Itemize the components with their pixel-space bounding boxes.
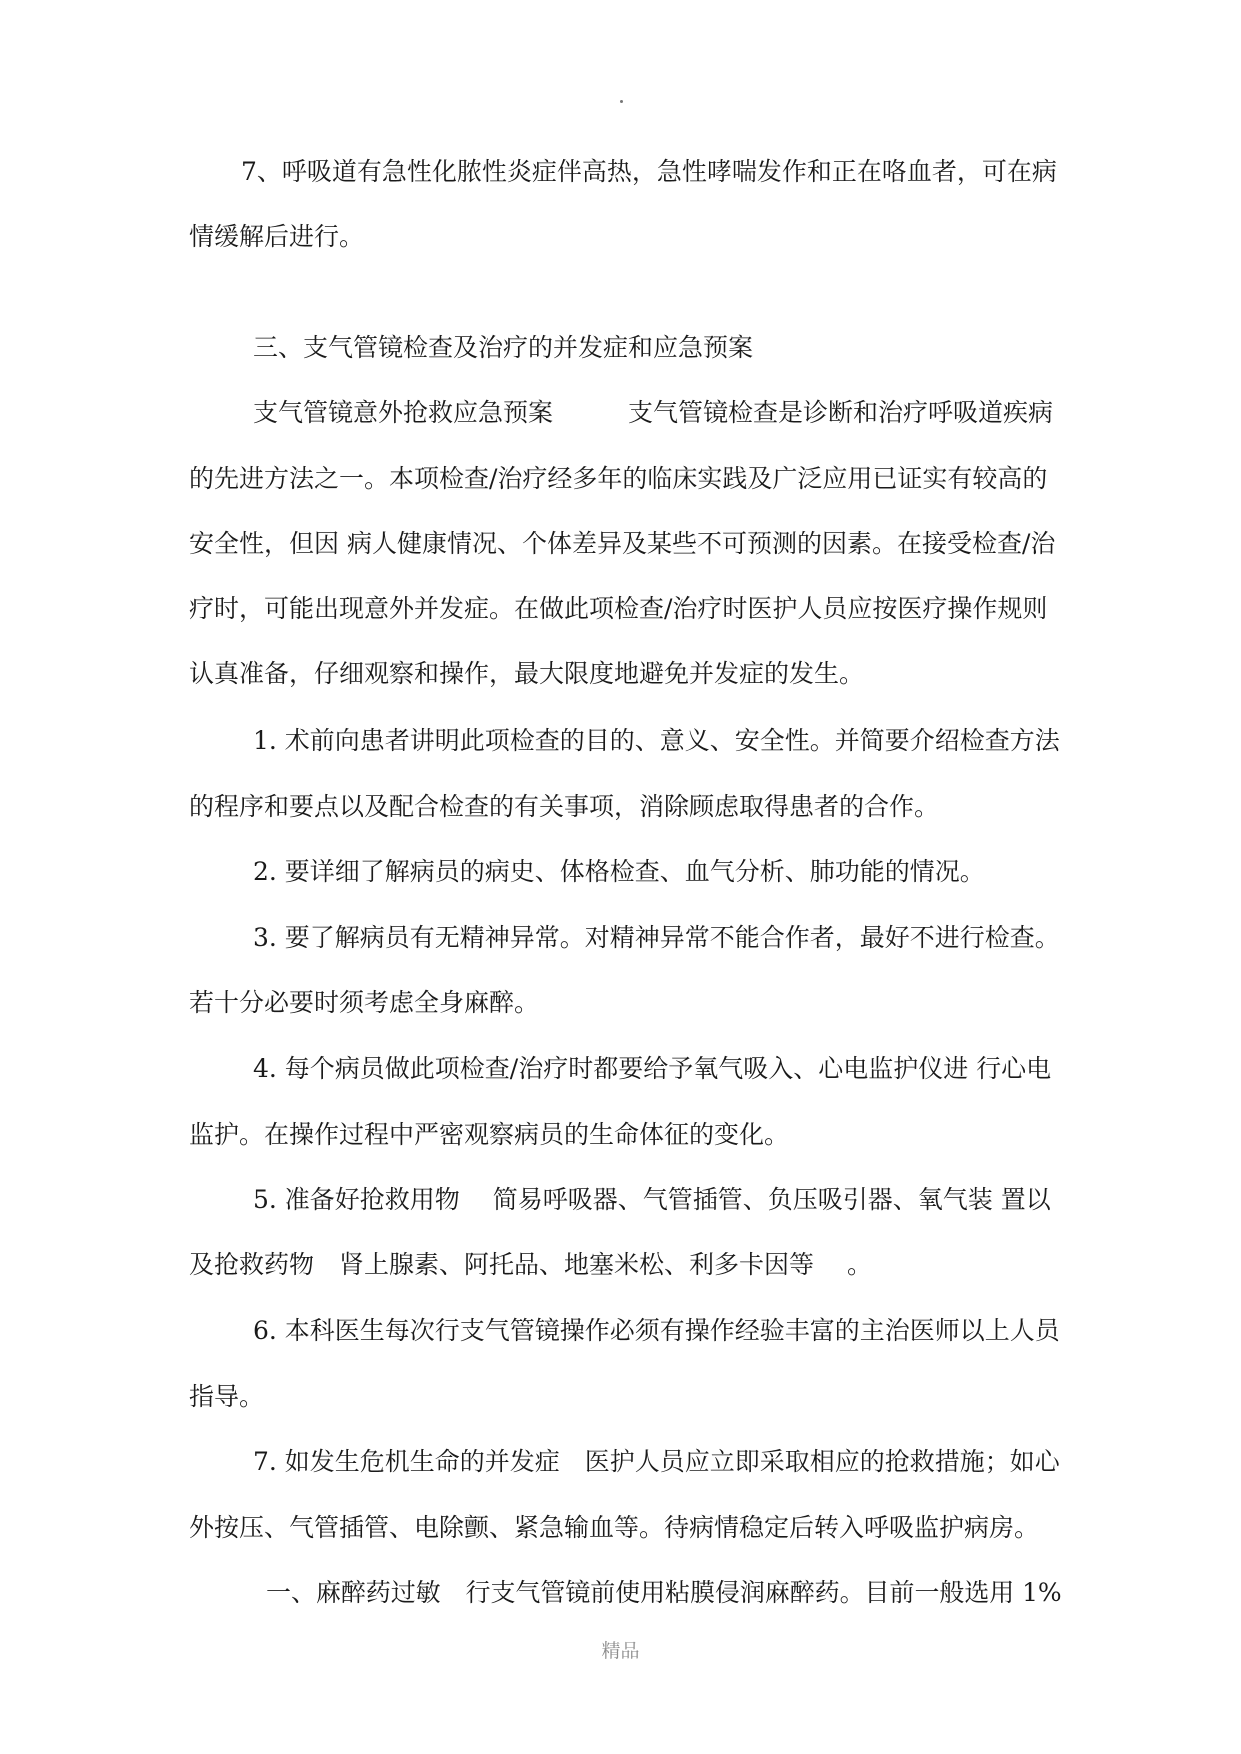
text-line: 疗时，可能出现意外并发症。在做此项检查/治疗时医护人员应按医疗操作规则 [189,594,1048,623]
text-line: 外按压、气管插管、电除颤、紧急输血等。待病情稳定后转入呼吸监护病房。 [189,1513,1040,1542]
text-line: 7、呼吸道有急性化脓性炎症伴高热，急性哮喘发作和正在咯血者，可在病 [241,157,1057,186]
text-line: 一、麻醉药过敏 行支气管镜前使用粘膜侵润麻醉药。目前一般选用 1% [266,1578,1062,1607]
text-line: 及抢救药物 肾上腺素、阿托品、地塞米松、利多卡因等 。 [189,1250,872,1279]
text-line: 1. 术前向患者讲明此项检查的目的、意义、安全性。并简要介绍检查方法 [253,726,1060,755]
text-line: 情缓解后进行。 [189,222,365,251]
text-line: 若十分必要时须考虑全身麻醉。 [189,988,540,1017]
text-line: 安全性，但因 病人健康情况、个体差异及某些不可预测的因素。在接受检查/治 [189,529,1056,558]
header-dot [620,100,623,103]
text-line: 的先进方法之一。本项检查/治疗经多年的临床实践及广泛应用已证实有较高的 [189,464,1048,493]
text-line: 监护。在操作过程中严密观察病员的生命体征的变化。 [189,1120,790,1149]
text-line: 3. 要了解病员有无精神异常。对精神异常不能合作者，最好不进行检查。 [253,923,1060,952]
text-line: 2. 要详细了解病员的病史、体格检查、血气分析、肺功能的情况。 [253,857,985,886]
text-line: 的程序和要点以及配合检查的有关事项，消除顾虑取得患者的合作。 [189,792,940,821]
text-line: 4. 每个病员做此项检查/治疗时都要给予氧气吸入、心电监护仪进 行心电 [253,1054,1052,1083]
text-line: 6. 本科医生每次行支气管镜操作必须有操作经验丰富的主治医师以上人员 [253,1316,1060,1345]
section-heading: 三、支气管镜检查及治疗的并发症和应急预案 [253,333,754,362]
page-footer: 精品 [601,1640,640,1662]
text-line: 认真准备，仔细观察和操作，最大限度地避免并发症的发生。 [189,659,865,688]
text-line: 5. 准备好抢救用物 简易呼吸器、气管插管、负压吸引器、氧气装 置以 [253,1185,1051,1214]
text-line: 指导。 [189,1382,265,1411]
text-line: 支气管镜意外抢救应急预案 支气管镜检查是诊断和治疗呼吸道疾病 [253,398,1054,427]
text-line: 7. 如发生危机生命的并发症 医护人员应立即采取相应的抢救措施；如心 [253,1447,1060,1476]
